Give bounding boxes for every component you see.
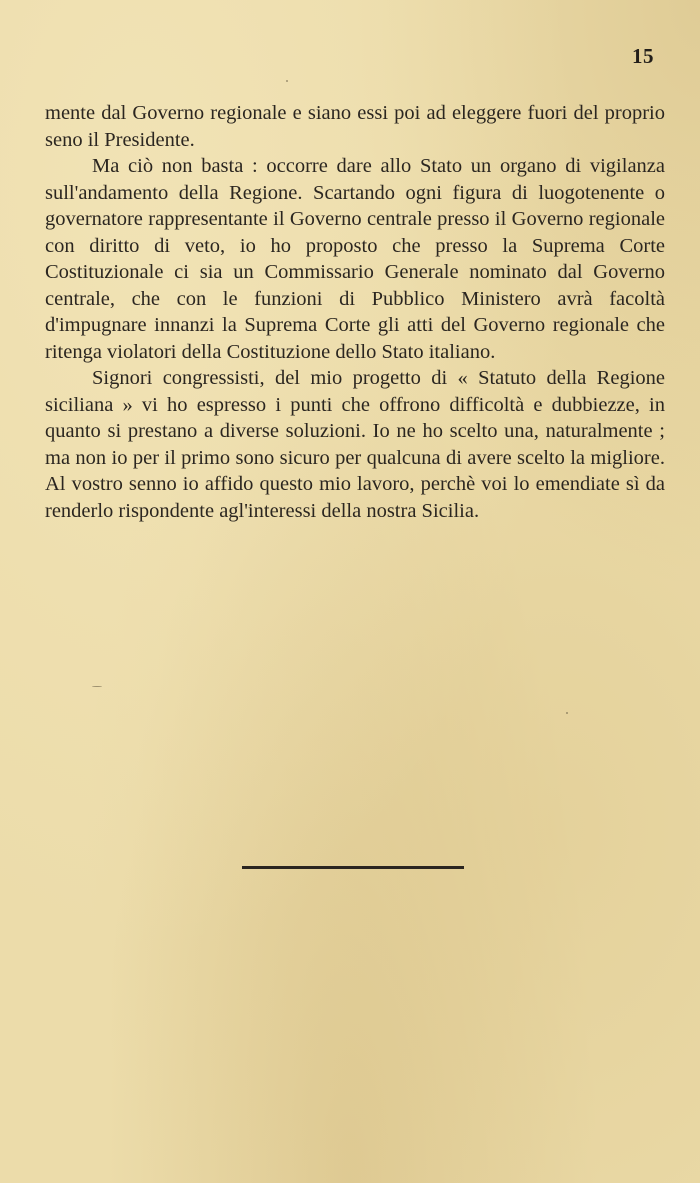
paper-speck (92, 686, 102, 687)
paper-speck (286, 80, 288, 82)
paper-speck (432, 404, 434, 406)
page-number: 15 (632, 44, 654, 68)
end-rule-divider (242, 866, 464, 869)
paragraph-closing: Signori congressisti, del mio progetto di « Statuto della Regione siciliana » vi ho espresso i punti che offrono difficoltà e dubbiezze, in quanto si prestano a diverse soluzioni. Io ne ho scelto una, naturalmente ; ma non io per il primo sono sicuro per qualcuna di avere scelto la migliore. Al vostro senno io affido questo mio lavoro, perchè voi lo emendiate sì da renderlo rispondente agl'interessi della nostra Sicilia. (45, 367, 665, 522)
body-text (45, 100, 665, 524)
paper-speck (566, 712, 568, 714)
paragraph-continuation: mente dal Governo regionale e siano essi poi ad eleggere fuori del proprio seno il Presidente. (45, 102, 665, 151)
paragraph-vigilance: Ma ciò non basta : occorre dare allo Stato un organo di vigilanza sull'andamento della Regione. Scartando ogni figura di luogotenente o governatore rappresentante il Governo centrale presso il Governo regionale con diritto di veto, io ho proposto che presso la Suprema Corte Costituzionale ci sia un Commissario Generale nominato dal Governo centrale, che con le funzioni di Pubblico Ministero avrà facoltà d'impugnare innanzi la Suprema Corte gli atti del Governo regionale che ritenga violatori della Costituzione dello Stato italiano. (45, 155, 665, 363)
